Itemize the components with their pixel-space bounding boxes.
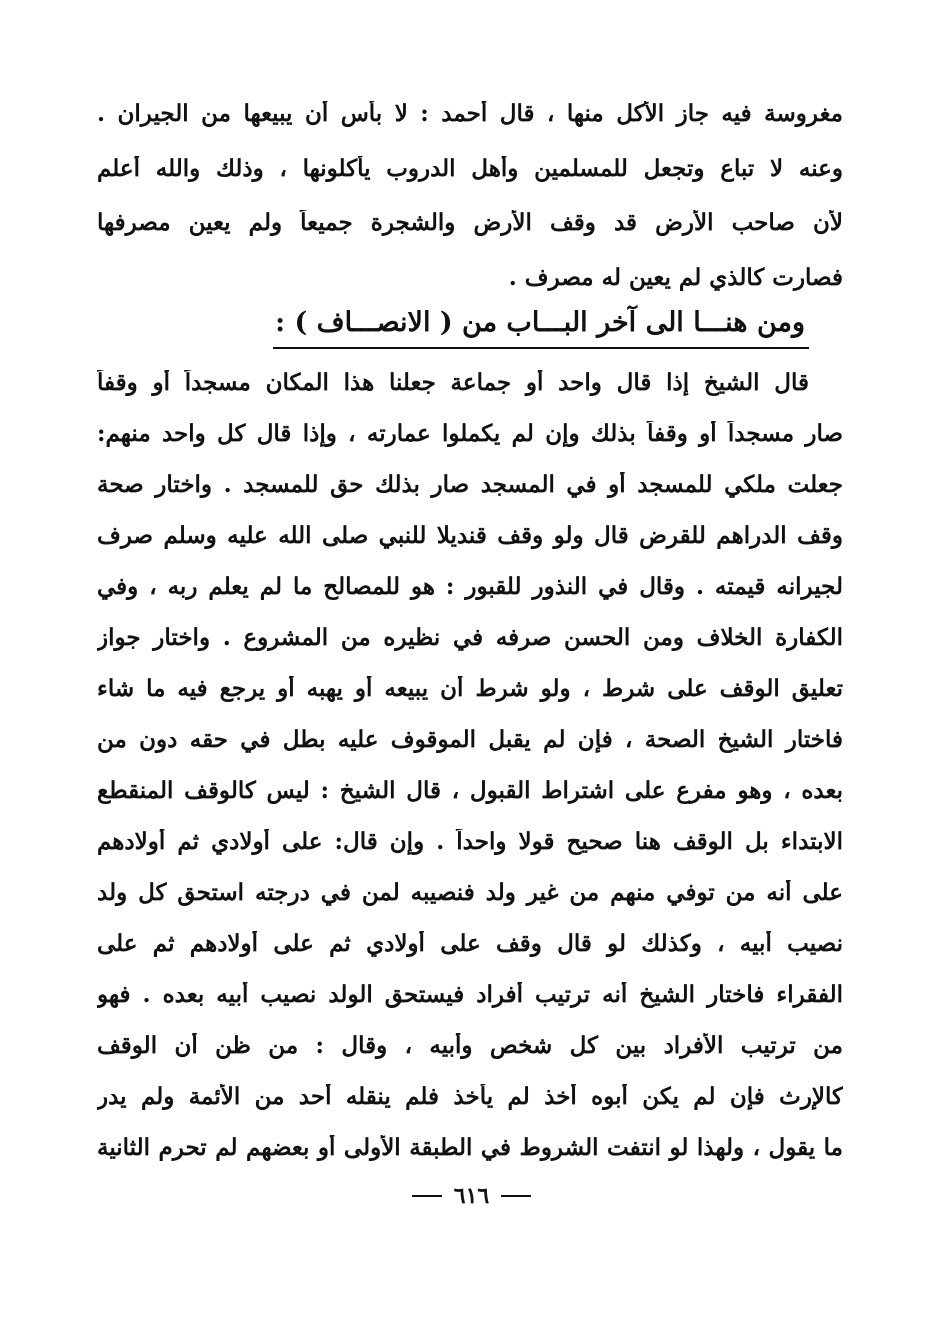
text-line: بعده ، وهو مفرع على اشتراط القبول ، قال الشيخ : ليس كالوقف المنقطع (97, 778, 843, 804)
text-line: قال الشيخ إذا قال واحد أو جماعة جعلنا هذا المكان مسجداً أو وقفاً (97, 370, 809, 396)
text-line: الكفارة الخلاف ومن الحسن صرفه في نظيره من المشروع . واختار جواز (97, 625, 843, 651)
page-number: ٦١٦ (453, 1183, 490, 1209)
text-line: لأن صاحب الأرض قد وقف الأرض والشجرة جميعاً ولم يعين مصرفها (97, 210, 843, 236)
page-footer (0, 1180, 943, 1211)
text-line: فصارت كالذي لم يعين له مصرف . (508, 264, 843, 291)
footer-dash (412, 1195, 442, 1197)
text-line: وقف الدراهم للقرض قال ولو وقف قنديلا للنبي صلى الله عليه وسلم صرف (97, 523, 843, 549)
text-line: كالإرث فإن لم يكن أبوه أخذ لم يأخذ فلم ينقله أحد من الأئمة ولم يدر (97, 1084, 843, 1110)
text-line: وعنه لا تباع وتجعل للمسلمين وأهل الدروب يأكلونها ، وذلك والله أعلم (97, 155, 843, 182)
text-line: ما يقول ، ولهذا لو انتفت الشروط في الطبقة الأولى أو بعضهم لم تحرم الثانية (97, 1135, 843, 1161)
text-line: الفقراء فاختار الشيخ أنه ترتيب أفراد فيستحق الولد نصيب أبيه بعده . فهو (97, 982, 843, 1008)
text-line: الابتداء بل الوقف هنا صحيح قولا واحداً . وإن قال: على أولادي ثم أولادهم (97, 829, 843, 855)
text-line: مغروسة فيه جاز الأكل منها ، قال أحمد : لا بأس أن يبيعها من الجيران . (97, 101, 843, 127)
text-line: فاختار الشيخ الصحة ، فإن لم يقبل الموقوف عليه بطل في حقه دون من (97, 727, 843, 753)
heading-underline (273, 347, 809, 349)
text-line: صار مسجداً أو وقفاً بذلك وإن لم يكملوا عمارته ، وإذا قال كل واحد منهم: (97, 421, 843, 447)
text-line: لجيرانه قيمته . وقال في النذور للقبور : هو للمصالح ما لم يعلم ربه ، وفي (97, 574, 843, 600)
text-line: جعلت ملكي للمسجد أو في المسجد صار بذلك حق للمسجد . واختار صحة (97, 472, 843, 498)
footer-dash (501, 1195, 531, 1197)
text-line: على أنه من توفي منهم من غير ولد فنصيبه لمن في درجته استحق كل ولد (97, 880, 843, 906)
text-line: من ترتيب الأفراد بين كل شخص وأبيه ، وقال : من ظن أن الوقف (97, 1033, 843, 1059)
text-line: نصيب أبيه ، وكذلك لو قال وقف على أولادي ثم على أولادهم ثم على (97, 931, 843, 957)
text-line: تعليق الوقف على شرط ، ولو شرط أن يبيعه أو يهبه أو يرجع فيه ما شاء (97, 676, 843, 702)
top-paragraph (97, 101, 843, 291)
section-heading: ومن هنـــا الى آخر البـــاب من ( الانصـــاف ) : (275, 307, 805, 338)
body-paragraph (97, 370, 843, 1161)
